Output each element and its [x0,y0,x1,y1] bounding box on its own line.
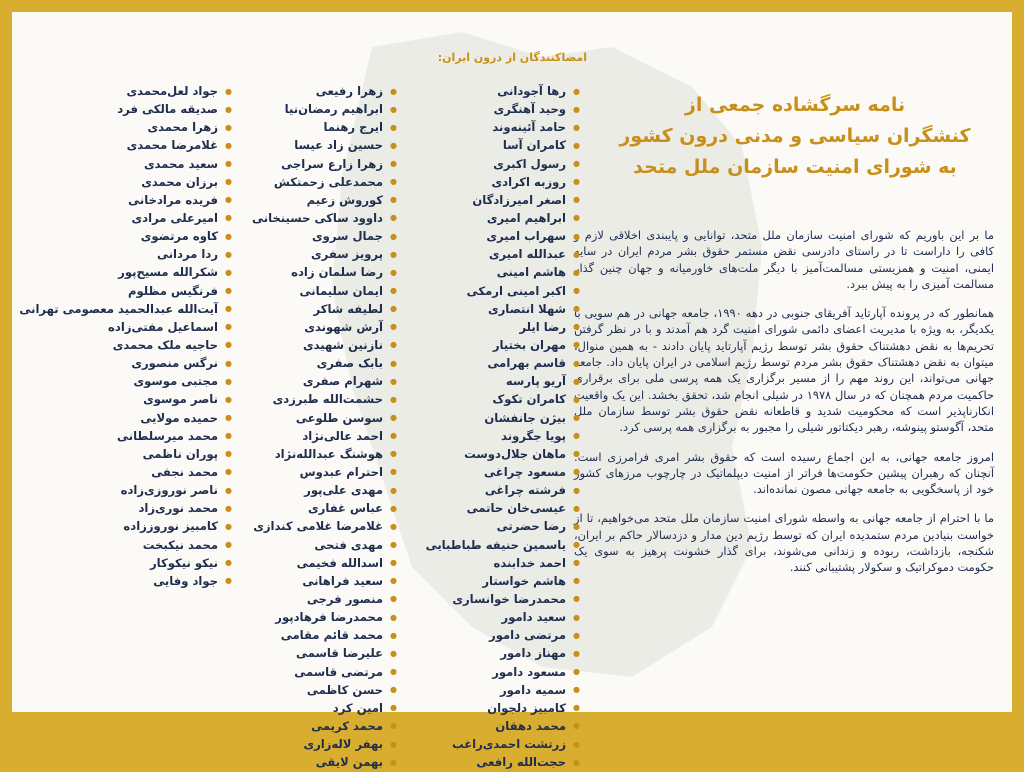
signatory-name: ● زرتشت احمدی‌راغب [395,735,580,753]
signatory-name: ● وحید آهنگری [395,100,580,118]
signatory-name: ● داوود ساکی حسینخانی [212,209,397,227]
signatory-name: ● رضا سلمان زاده [212,263,397,281]
signatory-name: ● عیسی‌خان حاتمی [395,499,580,517]
signatory-name: ● اسدالله فخیمی [212,554,397,572]
signatory-name: ● نرگس منصوری [27,354,232,372]
signatory-name: ● حامد آئینه‌وند [395,118,580,136]
letter-sheet [12,12,1012,770]
signatories-heading: امضاکنندگان از درون ایران: [437,51,587,64]
signatory-name: ● اکبر امینی ارمکی [395,282,580,300]
signatory-name: ● محمد دهقان [395,717,580,735]
signatory-name: ● جواد وفایی [27,572,232,590]
signatories-column-2 [212,82,397,771]
signatory-name: ● جمال سروی [212,227,397,245]
signatory-name: ● حسین زاد عیسا [212,136,397,154]
signatory-name: ● مهران بختیار [395,336,580,354]
signatory-name: ● یاسمین حنیفه طباطبایی [395,536,580,554]
signatory-name: ● منصور فرجی [212,590,397,608]
title-line-3: به شورای امنیت سازمان ملل متحد [633,156,957,178]
signatory-name: ● مرتضی دامور [395,626,580,644]
signatory-name: ● کاوه مرتضوی [27,227,232,245]
signatory-name: ● زهرا محمدی [27,118,232,136]
signatory-name: ● محمد کریمی [212,717,397,735]
signatory-name: ● محمد نجفی [27,463,232,481]
signatory-name: ● آیت‌الله عبدالحمید معصومی تهرانی [27,300,232,318]
signatory-name: ● ناصر نوروزی‌زاده [27,481,232,499]
signatory-name: ● امین کرد [212,699,397,717]
signatory-name: ● کامران آسا [395,136,580,154]
signatory-name: ● برزان محمدی [27,173,232,191]
signatories-column-1 [395,82,580,771]
signatory-name: ● محمدرضا فرهادپور [212,608,397,626]
signatory-name: ● حجت‌الله رافعی [395,753,580,771]
signatory-name: ● محمد میرسلطانی [27,427,232,445]
signatory-name: ● اسماعیل مفتی‌زاده [27,318,232,336]
signatory-name: ● مهدی فتحی [212,536,397,554]
signatory-name: ● علیرضا قاسمی [212,644,397,662]
signatory-name: ● محمدرضا خوانساری [395,590,580,608]
signatory-name: ● کامبیز دلجوان [395,699,580,717]
signatory-name: ● ایرج رهنما [212,118,397,136]
signatory-name: ● زهرا زارع سراجی [212,155,397,173]
signatory-name: ● هاشم خواستار [395,572,580,590]
signatory-name: ● ابراهیم رمضان‌نیا [212,100,397,118]
signatory-name: ● محمد نوری‌زاد [27,499,232,517]
signatory-name: ● بهمن لایقی [212,753,397,771]
signatory-name: ● سعید دامور [395,608,580,626]
signatory-name: ● کامبیز نوروززاده [27,517,232,535]
signatory-name: ● احمد عالی‌نژاد [212,427,397,445]
signatory-name: ● عباس غفاری [212,499,397,517]
signatory-name: ● حشمت‌الله طبرزدی [212,390,397,408]
signatory-name: ● رسول اکبری [395,155,580,173]
signatory-name: ● بابک صفری [212,354,397,372]
signatory-name: ● ناصر موسوی [27,390,232,408]
signatory-name: ● شهلا انتصاری [395,300,580,318]
signatory-name: ● پوران ناظمی [27,445,232,463]
signatory-name: ● احمد خدابنده [395,554,580,572]
signatory-name: ● صدیقه مالکی فرد [27,100,232,118]
signatory-name: ● سعید محمدی [27,155,232,173]
letter-title [600,90,990,183]
signatory-name: ● عبدالله امیری [395,245,580,263]
signatory-name: ● فرشته چراغی [395,481,580,499]
signatory-name: ● حمیده مولایی [27,409,232,427]
signatory-name: ● بهفر لاله‌زاری [212,735,397,753]
signatory-name: ● حاجیه ملک محمدی [27,336,232,354]
signatory-name: ● فرنگیس مظلوم [27,282,232,300]
paragraph-4: ما با احترام از جامعه جهانی به واسطه شورای امنیت سازمان ملل متحد می‌خواهیم، تا از خواست بنیادین مردم ستمدیده ایران که توسط رژیم دین مدار و دزدسالار حاکم بر ایران، شکنجه، بازداشت، ربوده و زندانی می‌شوند، برای گذار خشونت پرهیز به سوی یک حکومت دموکراتیک و سکولار پشتیبانی کنند. [574,511,994,575]
signatory-name: ● سعید فراهانی [212,572,397,590]
signatory-name: ● شهرام صفری [212,372,397,390]
signatory-name: ● رضا ایلر [395,318,580,336]
signatory-name: ● جواد لعل‌محمدی [27,82,232,100]
signatory-name: ● مهناز دامور [395,644,580,662]
signatory-name: ● اصغر امیرزادگان [395,191,580,209]
signatory-name: ● روزبه اکرادی [395,173,580,191]
signatory-name: ● امیرعلی مرادی [27,209,232,227]
signatory-name: ● پویا جگروند [395,427,580,445]
signatory-name: ● مرتضی قاسمی [212,663,397,681]
signatory-name: ● محمد قائم مقامی [212,626,397,644]
signatory-name: ● ماهان جلال‌دوست [395,445,580,463]
signatory-name: ● زهرا رفیعی [212,82,397,100]
signatory-name: ● مهدی علی‌پور [212,481,397,499]
signatory-name: ● قاسم بهرامی [395,354,580,372]
signatory-name: ● مجتبی موسوی [27,372,232,390]
signatory-name: ● نازنین شهیدی [212,336,397,354]
signatory-name: ● سهراب امیری [395,227,580,245]
signatory-name: ● مسعود دامور [395,663,580,681]
paragraph-2: همانطور که در پرونده آپارتاید آفریقای جنوبی در دهه ۱۹۹۰، جامعه جهانی در هم سویی با یکدیگر، به ویژه با مدیریت اعضای دائمی شورای امنیت گرد هم آمدند و با در نظر گرفتن تحریم‌ها به نقض دهشتناک حقوق بشر توسط رژیم آپارتاید پایان دادند - به همین منوال، میتوان به نقض دهشتناک حقوق بشر مردم توسط رژیم اسلامی در ایران پایان داد. جامعه جهانی می‌تواند، این روند مهم را از مسیر برگزاری یک همه پرسی ملی برای برقراری حاکمیت مردم همچنان که در سال ۱۹۷۸ در شیلی انجام شد، تحقق بخشد. این یک واقعیت انکارناپذیر است که محکومیت شدید و قاطعانه نقض حقوق بشر توسط سازمان ملل متحد، آگوستو پینوشه، رهبر دیکتاتور شیلی را مجبور به برگزاری همه پرسی کرد. [574,306,995,435]
signatory-name: ● پرویز سفری [212,245,397,263]
signatory-name: ● آریو پارسه [395,372,580,390]
signatory-name: ● کوروش زعیم [212,191,397,209]
signatory-name: ● رها آجودانی [395,82,580,100]
signatory-name: ● لطیفه شاکر [212,300,397,318]
signatory-name: ● مسعود چراغی [395,463,580,481]
signatory-name: ● ایمان سلیمانی [212,282,397,300]
signatories-column-3 [19,82,232,590]
paragraph-3: امروز جامعه جهانی، به این اجماع رسیده است که حقوق بشر امری فرامرزی است. آنچنان که رهبران پیشین حکومت‌ها فراتر از امنیت دیپلماتیک در چارچوب مرزهای کشور خود از پاسخگویی به جامعه جهانی مصون نمانده‌اند. [574,449,994,497]
signatory-name: ● آرش شهوندی [212,318,397,336]
signatory-name: ● محمدعلی زحمتکش [212,173,397,191]
signatory-name: ● فریده مرادخانی [27,191,232,209]
signatory-name: ● سمیه دامور [395,681,580,699]
signatory-name: ● ابراهیم امیری [395,209,580,227]
signatory-name: ● سوسن طلوعی [212,409,397,427]
signatory-name: ● هاشم امینی [395,263,580,281]
signatory-name: ● کامران تکوک [395,390,580,408]
signatory-name: ● حسن کاظمی [212,681,397,699]
letter-body [574,227,994,589]
title-line-1: نامه سرگشاده جمعی از [684,94,906,116]
signatory-name: ● احترام عبدوس [212,463,397,481]
signatory-name: ● غلامرضا غلامی کندازی [212,517,397,535]
signatory-name: ● هوشنگ عبدالله‌نژاد [212,445,397,463]
signatory-name: ● محمد نیکبخت [27,536,232,554]
signatory-name: ● بیژن جانفشان [395,409,580,427]
signatory-name: ● نیکو نیکوکار [27,554,232,572]
signatory-name: ● رضا حضرتی [395,517,580,535]
signatory-name: ● ردا مردانی [27,245,232,263]
paragraph-1: ما بر این باوریم که شورای امنیت سازمان ملل متحد، توانایی و پایبندی اخلاقی لازم و کافی را داراست تا در راستای دادرسی نقض مستمر حقوق بشر مردم ایران در سایه ایمنی، امنیت و همزیستی مسالمت‌آمیز با دیگر ملت‌های خاورمیانه و جهان چنین گذار مسالمت آمیزی را به پیش ببرد. [574,228,994,291]
title-line-2: کنشگران سیاسی و مدنی درون کشور [619,125,971,147]
signatory-name: ● شکرالله مسیح‌پور [27,263,232,281]
signatory-name: ● غلامرضا محمدی [27,136,232,154]
